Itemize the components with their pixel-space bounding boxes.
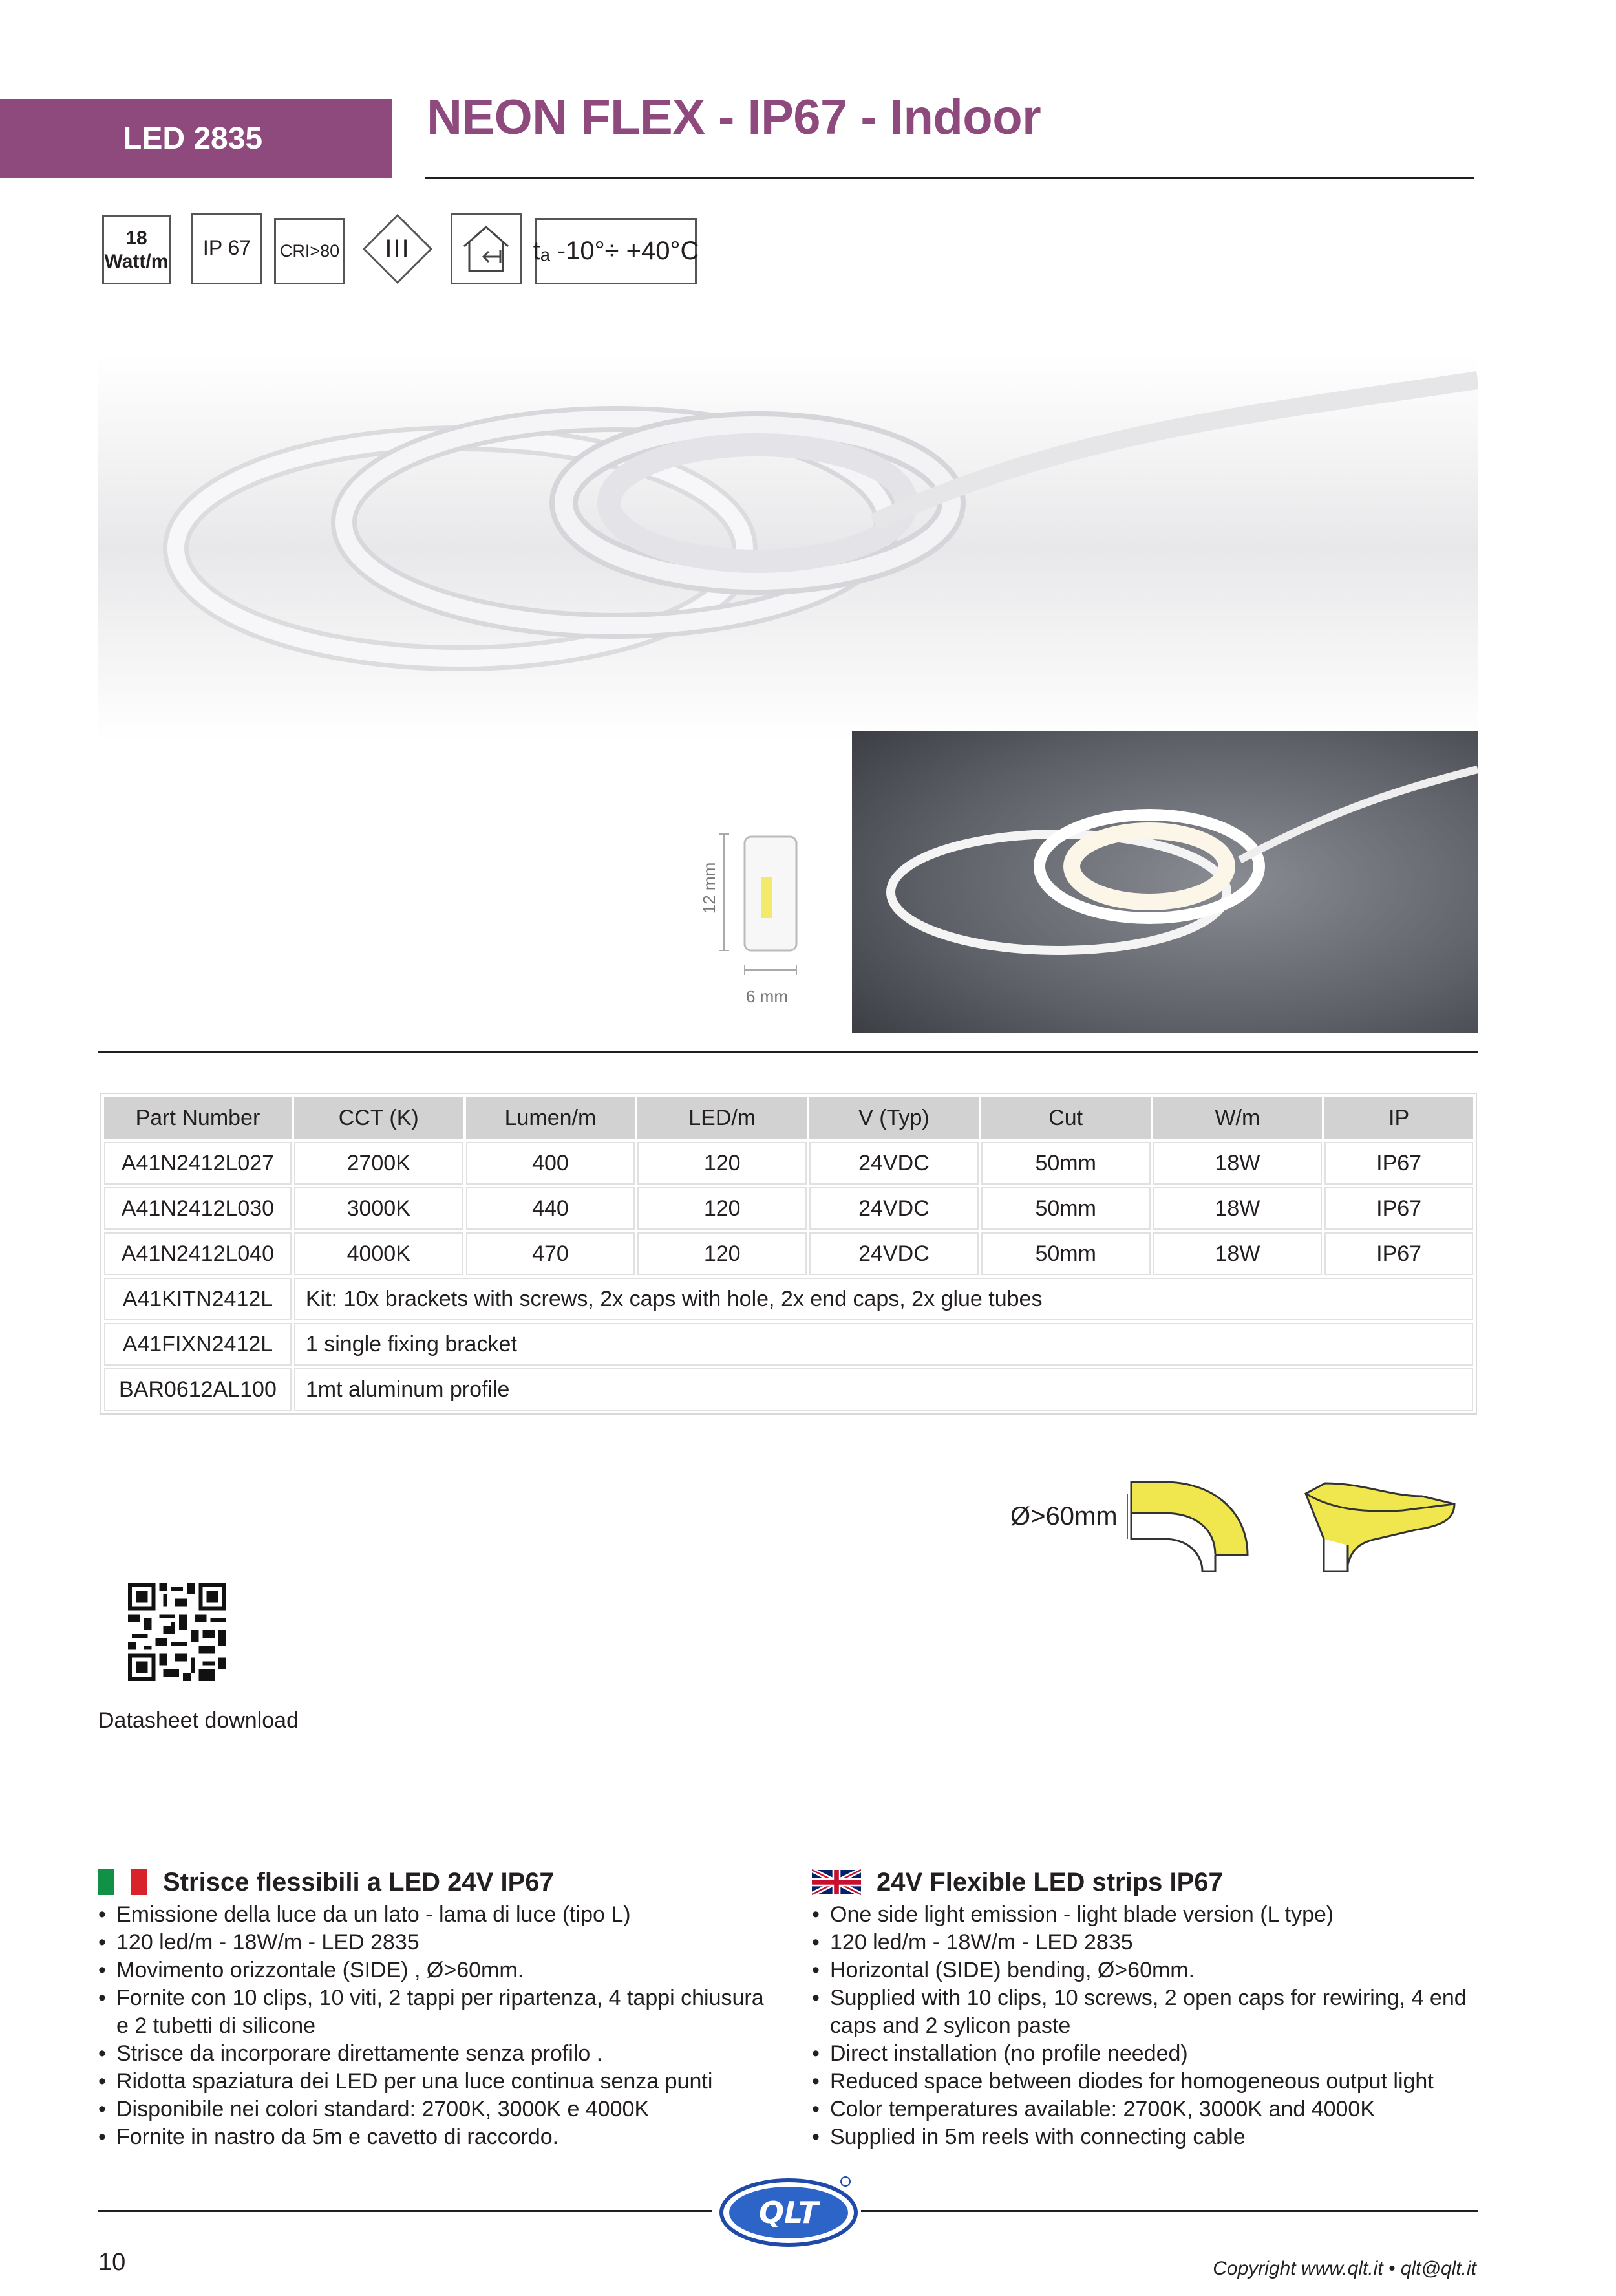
cell-cut: 50mm: [981, 1187, 1151, 1230]
ip-rating-label: IP 67: [202, 236, 251, 259]
list-item: • Strisce da incorporare direttamente senza profilo .: [98, 2040, 777, 2068]
list-item: • Direct installation (no profile needed): [812, 2040, 1491, 2068]
list-item: • One side light emission - light blade version (L type): [812, 1901, 1491, 1929]
list-item: • Color temperatures available: 2700K, 3000K and 4000K: [812, 2096, 1491, 2123]
cell-part-number: A41N2412L040: [104, 1232, 292, 1275]
header-part-number: Part Number: [104, 1097, 292, 1139]
cell-cct: 2700K: [294, 1142, 463, 1185]
cell-ip: IP67: [1324, 1142, 1473, 1185]
list-item: • 120 led/m - 18W/m - LED 2835: [812, 1929, 1491, 1957]
wattage-unit: Watt/m: [104, 250, 169, 272]
cell-cct: 4000K: [294, 1232, 463, 1275]
cell-voltage: 24VDC: [809, 1187, 979, 1230]
list-item: • Ridotta spaziatura dei LED per una luce continua senza punti: [98, 2068, 777, 2096]
cell-part-number: A41N2412L030: [104, 1187, 292, 1230]
cell-cut: 50mm: [981, 1232, 1151, 1275]
bend-radius-label: Ø>60mm: [1010, 1502, 1118, 1530]
section-divider: [98, 1051, 1478, 1053]
wattage-value: 18: [125, 227, 147, 249]
table-row: [104, 1142, 1473, 1185]
cell-lumen: 470: [466, 1232, 635, 1275]
uk-flag-icon: [812, 1869, 861, 1895]
footer-divider-left: [98, 2210, 712, 2212]
cell-lumen: 440: [466, 1187, 635, 1230]
qlt-logo: [716, 2170, 861, 2253]
cell-ip: IP67: [1324, 1232, 1473, 1275]
list-item: • Supplied in 5m reels with connecting cable: [812, 2123, 1491, 2151]
insulation-class-label: III: [385, 234, 410, 263]
cell-part-number: A41FIXN2412L: [104, 1323, 292, 1366]
cell-part-number: A41KITN2412L: [104, 1278, 292, 1320]
cell-wattage: 18W: [1153, 1142, 1323, 1185]
accessory-row: [104, 1323, 1473, 1366]
list-item: • Supplied with 10 clips, 10 screws, 2 open caps for rewiring, 4 end caps and 2 sylicon paste: [812, 1984, 1491, 2040]
header-led-count: LED/m: [637, 1097, 807, 1139]
table-header-row: [104, 1097, 1473, 1139]
cell-part-number: BAR0612AL100: [104, 1368, 292, 1411]
english-feature-list: [812, 1901, 1491, 2151]
italian-description: [98, 1867, 777, 2151]
header-lumen: Lumen/m: [466, 1097, 635, 1139]
footer-divider-right: [861, 2210, 1478, 2212]
header-cct: CCT (K): [294, 1097, 463, 1139]
profile-height-label: 12 mm: [699, 862, 719, 914]
category-label: LED 2835: [123, 122, 263, 156]
cell-led-count: 120: [637, 1187, 807, 1230]
italy-flag-icon: [98, 1869, 147, 1895]
qr-caption: Datasheet download: [98, 1708, 299, 1733]
qr-code[interactable]: [128, 1583, 226, 1681]
header-wattage: W/m: [1153, 1097, 1323, 1139]
list-item: • Horizontal (SIDE) bending, Ø>60mm.: [812, 1957, 1491, 1984]
list-item: • 120 led/m - 18W/m - LED 2835: [98, 1929, 777, 1957]
indoor-use-badge: [451, 213, 522, 284]
profile-width-label: 6 mm: [746, 987, 788, 1006]
ip-rating-badge: [191, 213, 262, 284]
italian-feature-list: [98, 1901, 777, 2151]
list-item: • Reduced space between diodes for homogeneous output light: [812, 2068, 1491, 2096]
list-item: • Fornite con 10 clips, 10 viti, 2 tappi per ripartenza, 4 tappi chiusura e 2 tubetti di silicone: [98, 1984, 777, 2040]
header-voltage: V (Typ): [809, 1097, 979, 1139]
cell-voltage: 24VDC: [809, 1142, 979, 1185]
italian-heading: Strisce flessibili a LED 24V IP67: [163, 1867, 554, 1896]
cell-lumen: 400: [466, 1142, 635, 1185]
table-row: [104, 1232, 1473, 1275]
accessory-row: [104, 1368, 1473, 1411]
profile-cross-section: [685, 821, 827, 1015]
logo-text: QLT: [758, 2195, 819, 2230]
wattage-badge: [102, 215, 171, 284]
cell-wattage: 18W: [1153, 1187, 1323, 1230]
list-item: • Movimento orizzontale (SIDE) , Ø>60mm.: [98, 1957, 777, 1984]
cell-wattage: 18W: [1153, 1232, 1323, 1275]
cell-cct: 3000K: [294, 1187, 463, 1230]
temperature-range-badge: [535, 218, 697, 284]
cell-ip: IP67: [1324, 1187, 1473, 1230]
accessory-row: [104, 1278, 1473, 1320]
list-item: • Disponibile nei colori standard: 2700K, 3000K e 4000K: [98, 2096, 777, 2123]
page-title: NEON FLEX - IP67 - Indoor: [427, 90, 1041, 145]
cell-description: Kit: 10x brackets with screws, 2x caps with hole, 2x end caps, 2x glue tubes: [294, 1278, 1473, 1320]
header-ip: IP: [1324, 1097, 1473, 1139]
cell-voltage: 24VDC: [809, 1232, 979, 1275]
english-heading: 24V Flexible LED strips IP67: [877, 1867, 1223, 1896]
bending-diagram: [1118, 1468, 1467, 1578]
cell-description: 1 single fixing bracket: [294, 1323, 1473, 1366]
page-number: 10: [98, 2249, 126, 2276]
english-description: [812, 1867, 1491, 2151]
product-table: [100, 1093, 1477, 1415]
cell-description: 1mt aluminum profile: [294, 1368, 1473, 1411]
list-item: • Emissione della luce da un lato - lama di luce (tipo L): [98, 1901, 777, 1929]
copyright: Copyright www.qlt.it • qlt@qlt.it: [1213, 2258, 1476, 2279]
cell-led-count: 120: [637, 1142, 807, 1185]
profile-diagram: [685, 821, 827, 1015]
cri-badge: [274, 218, 345, 284]
category-tab: [0, 99, 392, 178]
cell-part-number: A41N2412L027: [104, 1142, 292, 1185]
lit-strip-photo: [852, 731, 1478, 1033]
cell-led-count: 120: [637, 1232, 807, 1275]
indoor-house-icon: [455, 218, 517, 280]
table-row: [104, 1187, 1473, 1230]
cell-cut: 50mm: [981, 1142, 1151, 1185]
insulation-class-badge: [362, 213, 433, 284]
header-cut: Cut: [981, 1097, 1151, 1139]
list-item: • Fornite in nastro da 5m e cavetto di raccordo.: [98, 2123, 777, 2151]
temperature-range-label: tₐ -10°÷ +40°C: [533, 237, 699, 265]
cri-label: CRI>80: [279, 241, 340, 261]
title-divider: [425, 177, 1474, 179]
